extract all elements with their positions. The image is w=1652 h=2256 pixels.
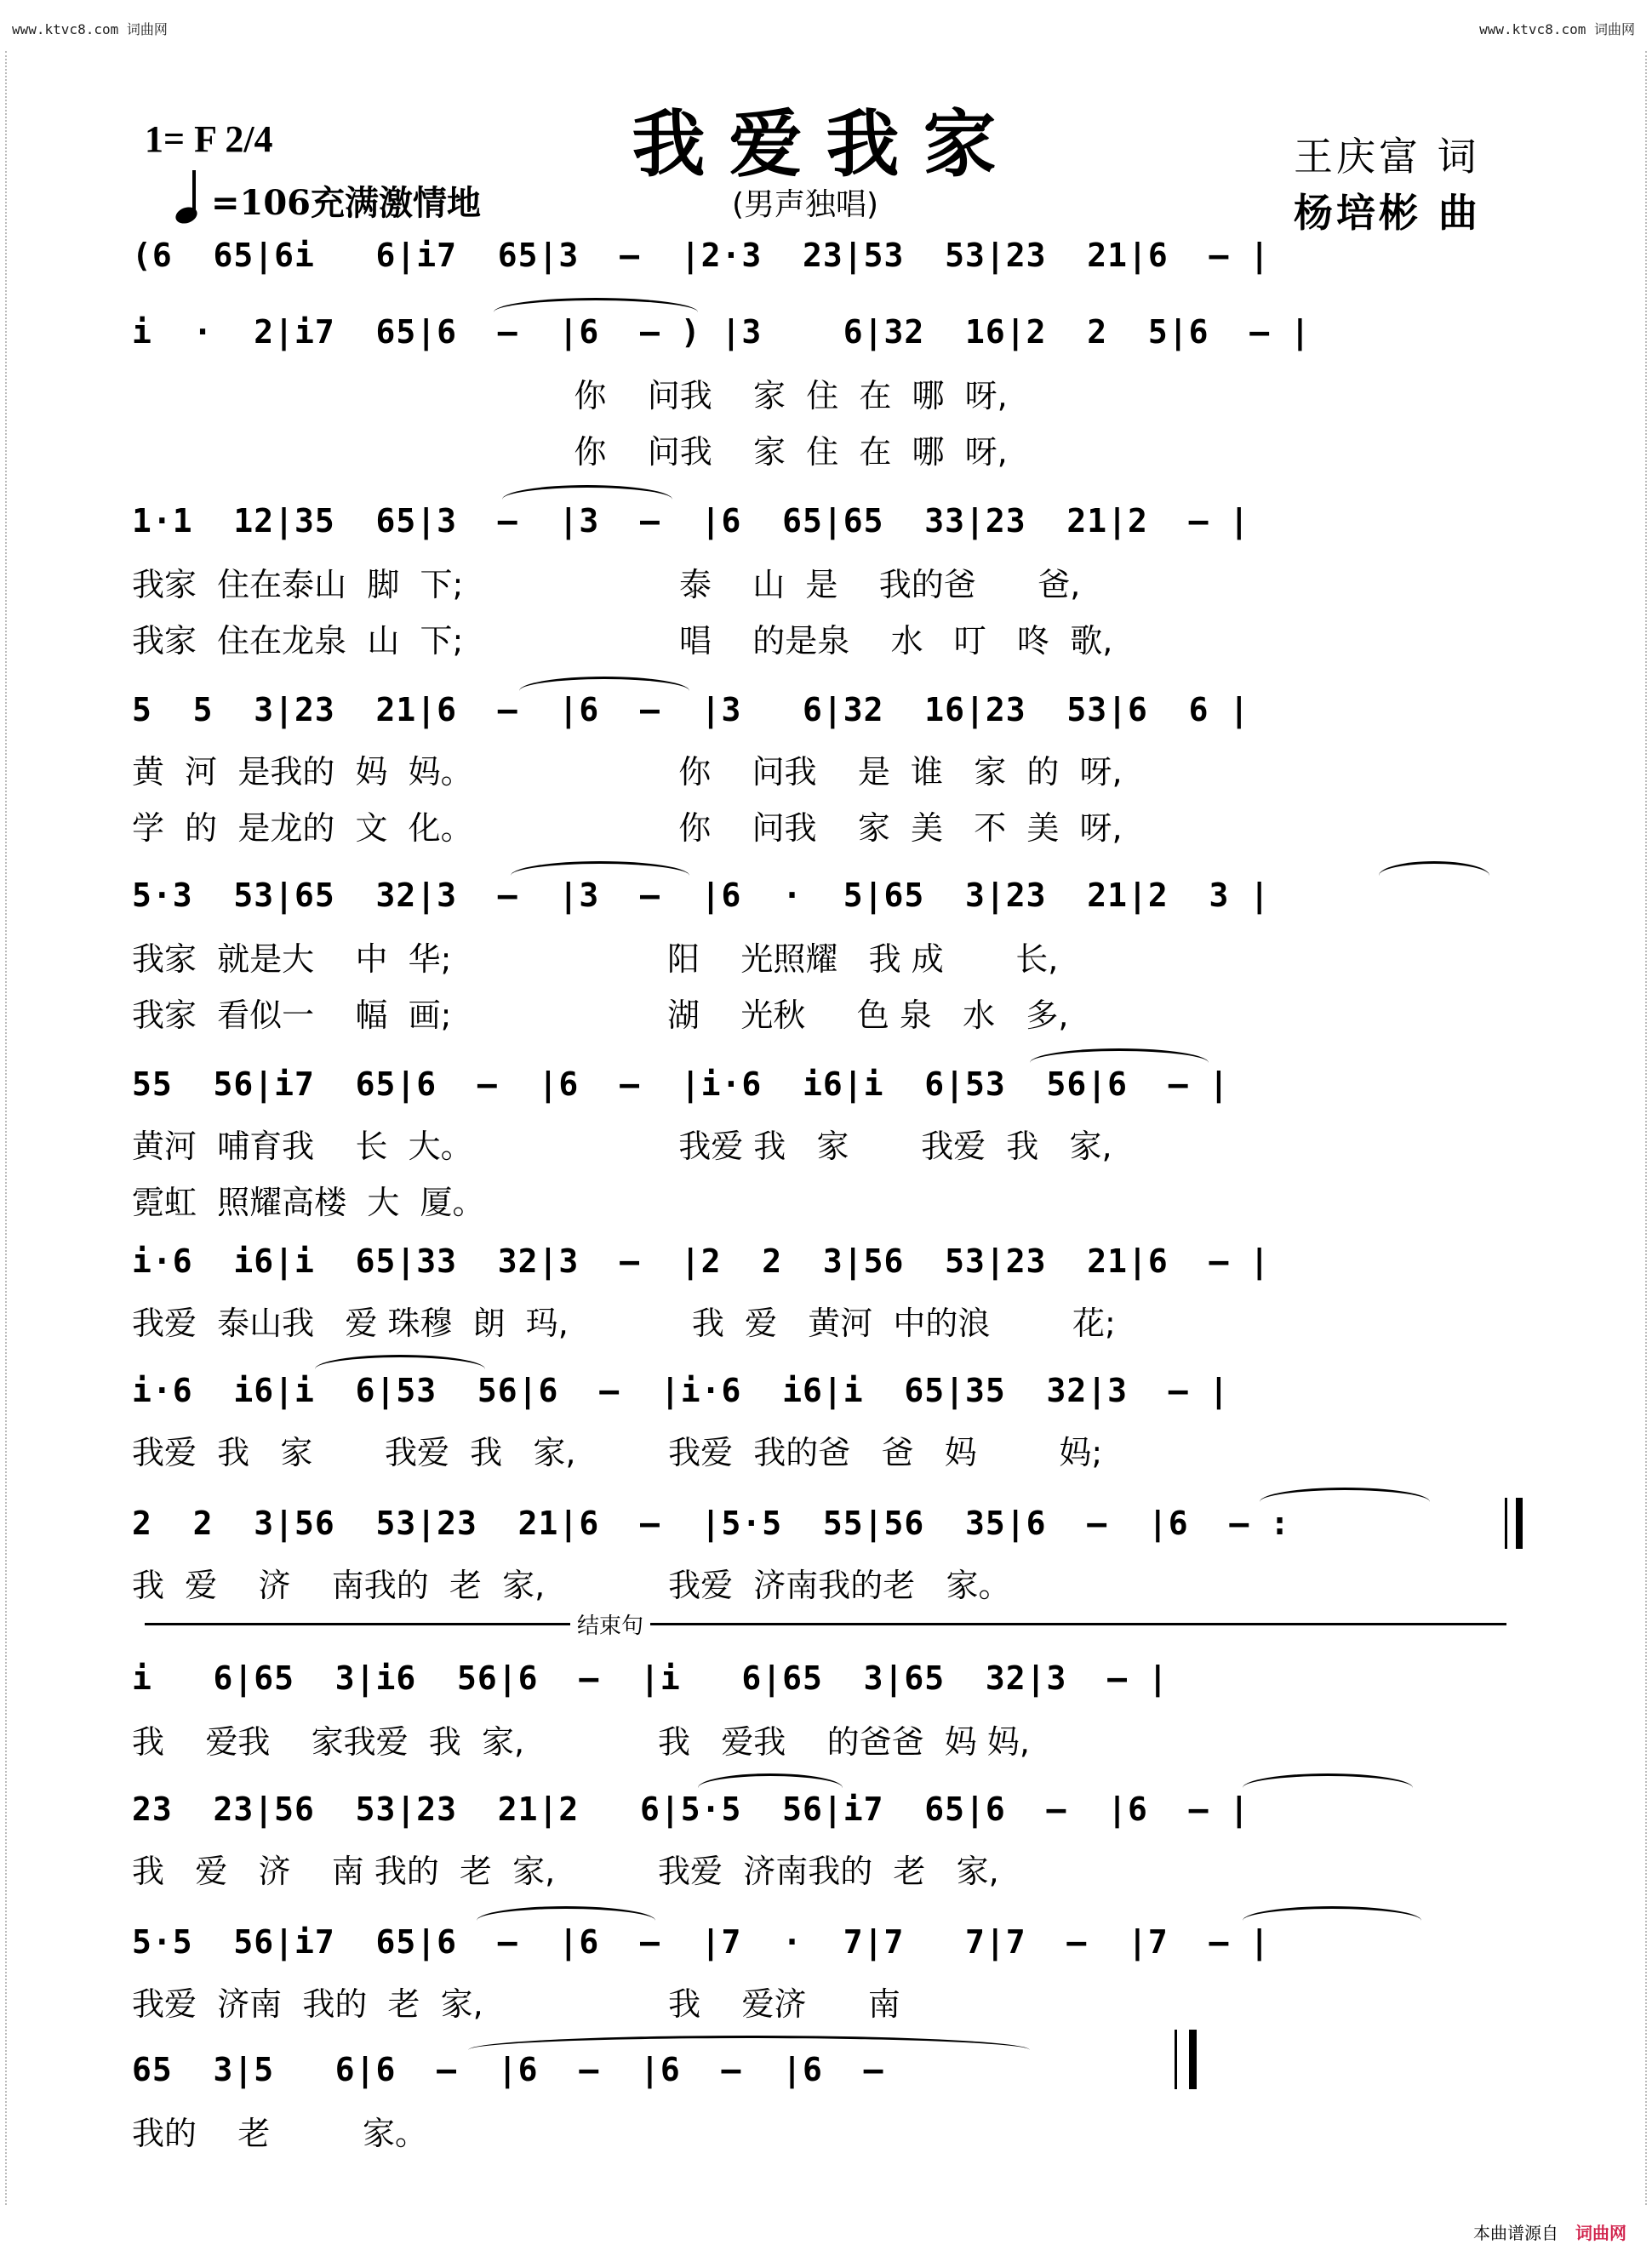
music-line-3: 1·1 12|35 65|3 — |3 — |6 65|65 33|23 21|2 — | — [132, 502, 1250, 540]
lyric-line-5a: 黄河 哺育我 长 大。 我爱 我 家 我爱 我 家, — [132, 1128, 1112, 1165]
music-line-6: 55 56|i7 65|6 — |6 — |i·6 i6|i 6|53 56|6 — | — [132, 1065, 1230, 1103]
footer-source-text: 本曲谱源自 — [1473, 2223, 1558, 2243]
lyric-line-1a: 你 问我 家 住 在 哪 呀, — [132, 377, 1008, 414]
final-barline — [1175, 2030, 1197, 2089]
tempo-text: =106充满激情地 — [211, 182, 482, 223]
music-line-1: (6 65|6i 6|i7 65|3 — |2·3 23|53 53|23 21|6 — | — [132, 237, 1271, 274]
side-watermark-strip-left — [5, 51, 14, 2205]
lyric-line-5b: 霓虹 照耀高楼 大 厦。 — [132, 1184, 485, 1221]
slur — [1260, 1488, 1430, 1502]
lyric-line-3a: 黄 河 是我的 妈 妈。 你 问我 是 谁 家 的 呀, — [132, 753, 1123, 791]
lyric-line-10: 我 爱 济 南 我的 老 家, 我爱 济南我的 老 家, — [132, 1853, 999, 1890]
music-line-2: i · 2|i7 65|6 — |6 — ) |3 6|32 16|2 2 5|6 — | — [132, 313, 1311, 351]
footer-brand-link[interactable]: 词曲网 — [1575, 2223, 1626, 2243]
lyric-line-12: 我的 老 家。 — [132, 2115, 428, 2152]
lyric-line-4a: 我家 就是大 中 华; 阳 光照耀 我 成 长, — [132, 940, 1059, 978]
music-line-13: 65 3|5 6|6 — |6 — |6 — |6 — — [132, 2051, 884, 2088]
slur — [502, 485, 672, 500]
lyric-line-7: 我爱 我 家 我爱 我 家, 我爱 我的爸 爸 妈 妈; — [132, 1434, 1103, 1471]
lyric-line-3b: 学 的 是龙的 文 化。 你 问我 家 美 不 美 呀, — [132, 809, 1123, 847]
ending-label: 结束句 — [570, 1608, 650, 1640]
music-line-7: i·6 i6|i 65|33 32|3 — |2 2 3|56 53|23 21|6 — | — [132, 1242, 1271, 1280]
side-watermark-strip-right — [1638, 51, 1647, 2205]
lyric-line-6: 我爱 泰山我 爱 珠穆 朗 玛, 我 爱 黄河 中的浪 花; — [132, 1305, 1116, 1342]
subtitle: (男声独唱) — [732, 187, 879, 222]
footer — [1473, 2219, 1626, 2244]
slur — [1379, 861, 1489, 876]
repeat-barline — [1505, 1498, 1523, 1549]
key-signature: 1= F 2/4 — [145, 118, 273, 160]
slur — [698, 1773, 843, 1788]
ending-divider — [145, 1623, 1506, 1625]
music-line-5: 5·3 53|65 32|3 — |3 — |6 · 5|65 3|23 21|2 3 | — [132, 877, 1271, 914]
music-line-8: i·6 i6|i 6|53 56|6 — |i·6 i6|i 65|35 32|3 — | — [132, 1372, 1230, 1409]
lyric-line-11: 我爱 济南 我的 老 家, 我 爱济 南 — [132, 1985, 900, 2023]
lyricist-credit: 王庆富 词 — [1294, 134, 1480, 180]
watermark-right: www.ktvc8.com 词曲网 — [1479, 21, 1635, 37]
page-title: 我爱我家 — [632, 101, 1020, 187]
lyric-line-2b: 我家 住在龙泉 山 下; 唱 的是泉 水 叮 咚 歌, — [132, 622, 1113, 660]
slur — [494, 298, 698, 312]
slur — [1243, 1773, 1413, 1788]
slur — [1243, 1906, 1421, 1921]
music-line-11: 23 23|56 53|23 21|2 6|5·5 56|i7 65|6 — |6 — | — [132, 1791, 1250, 1828]
music-line-4: 5 5 3|23 21|6 — |6 — |3 6|32 16|23 53|6 6 | — [132, 691, 1250, 728]
slur — [1030, 1048, 1209, 1063]
music-line-12: 5·5 56|i7 65|6 — |6 — |7 · 7|7 7|7 — |7 — | — [132, 1923, 1271, 1961]
music-line-9: 2 2 3|56 53|23 21|6 — |5·5 55|56 35|6 — |6 — : — [132, 1505, 1291, 1542]
lyric-line-2a: 我家 住在泰山 脚 下; 泰 山 是 我的爸 爸, — [132, 566, 1081, 603]
slur — [315, 1355, 485, 1369]
slur — [519, 677, 689, 691]
lyric-line-9: 我 爱我 家我爱 我 家, 我 爱我 的爸爸 妈 妈, — [132, 1723, 1030, 1761]
lyric-line-8: 我 爱 济 南我的 老 家, 我爱 济南我的老 家。 — [132, 1567, 1011, 1604]
slur — [468, 2036, 1030, 2050]
slur — [511, 861, 689, 876]
music-line-10: i 6|65 3|i6 56|6 — |i 6|65 3|65 32|3 — | — [132, 1659, 1169, 1697]
composer-credit: 杨培彬 曲 — [1294, 190, 1482, 236]
lyric-line-1b: 你 问我 家 住 在 哪 呀, — [132, 433, 1008, 471]
watermark-left: www.ktvc8.com 词曲网 — [12, 21, 168, 37]
slur — [477, 1906, 655, 1921]
lyric-line-4b: 我家 看似一 幅 画; 湖 光秋 色 泉 水 多, — [132, 997, 1069, 1034]
